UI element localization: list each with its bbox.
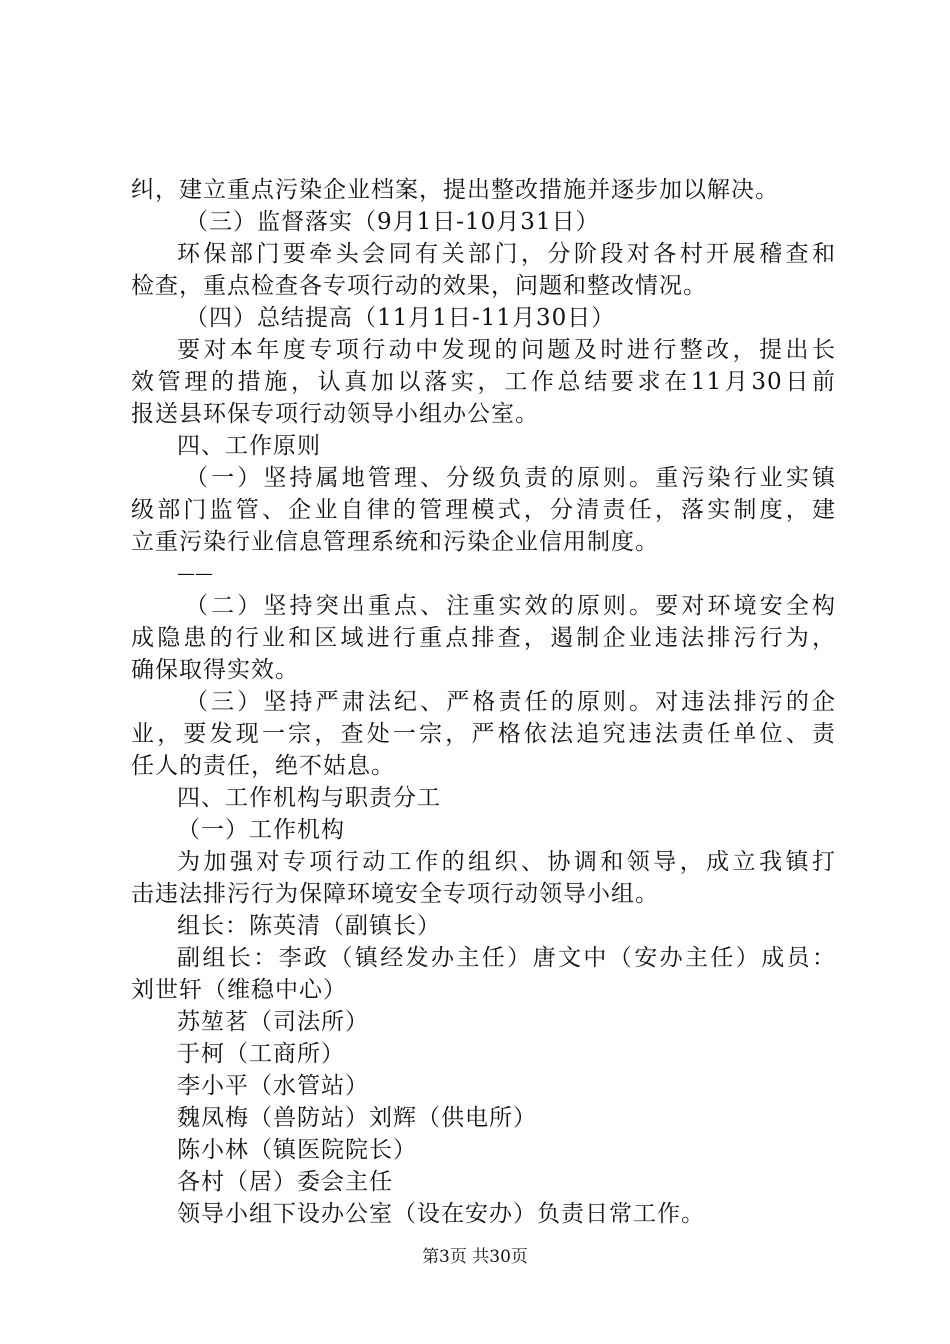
text-line: （三）坚持严肃法纪、严格责任的原则。对违法排污的企 [185,689,836,715]
page-footer: 第3页 共30页 [422,1247,528,1267]
text-line: 报送县环保专项行动领导小组办公室。 [131,401,539,427]
text-line: 级部门监管、企业自律的管理模式，分清责任，落实制度，建 [131,497,836,523]
text-line: 四、工作机构与职责分工 [177,785,441,811]
text-line: 纠，建立重点污染企业档案，提出整改措施并逐步加以解决。 [131,177,779,203]
text-line: 效管理的措施，认真加以落实，工作总结要求在11月30日前 [131,369,836,395]
text-line: （四）总结提高（11月1日-11月30日） [185,305,616,331]
text-line: 组长：陈英清（副镇长） [177,913,441,939]
text-line: 检查，重点检查各专项行动的效果，问题和整改情况。 [131,273,707,299]
text-line: 各村（居）委会主任 [177,1169,393,1195]
text-line: 击违法排污行为保障环境安全专项行动领导小组。 [131,881,659,907]
text-line: 李小平（水管站） [177,1073,369,1099]
text-line: 业，要发现一宗，查处一宗，严格依法追究违法责任单位、责 [131,721,836,747]
text-line: 环保部门要牵头会同有关部门，分阶段对各村开展稽查和 [177,241,836,267]
text-line: （一）工作机构 [177,817,345,843]
separator-dash: —— [177,563,213,584]
text-line: 四、工作原则 [177,433,321,459]
text-line: 成隐患的行业和区域进行重点排查，遏制企业违法排污行为， [131,625,836,651]
text-line: （三）监督落实（9月1日-10月31日） [185,209,600,235]
text-line: 为加强对专项行动工作的组织、协调和领导，成立我镇打 [177,849,836,875]
text-line: 确保取得实效。 [131,657,299,683]
text-line: 领导小组下设办公室（设在安办）负责日常工作。 [177,1201,705,1227]
text-line: （二）坚持突出重点、注重实效的原则。要对环境安全构 [185,593,836,619]
text-line: 要对本年度专项行动中发现的问题及时进行整改，提出长 [177,337,836,363]
text-line: 魏凤梅（兽防站）刘辉（供电所） [177,1105,537,1131]
text-line: 刘世轩（维稳中心） [131,977,347,1003]
text-line: 任人的责任，绝不姑息。 [131,753,395,779]
text-line: （一）坚持属地管理、分级负责的原则。重污染行业实镇 [185,465,836,491]
text-line: 陈小林（镇医院院长） [177,1137,417,1163]
document-body [131,174,836,1230]
text-line: 立重污染行业信息管理系统和污染企业信用制度。 [131,529,659,555]
text-line: 苏堃茗（司法所） [177,1009,369,1035]
text-line: 于柯（工商所） [177,1041,345,1067]
text-line: 副组长：李政（镇经发办主任）唐文中（安办主任）成员： [177,945,836,971]
